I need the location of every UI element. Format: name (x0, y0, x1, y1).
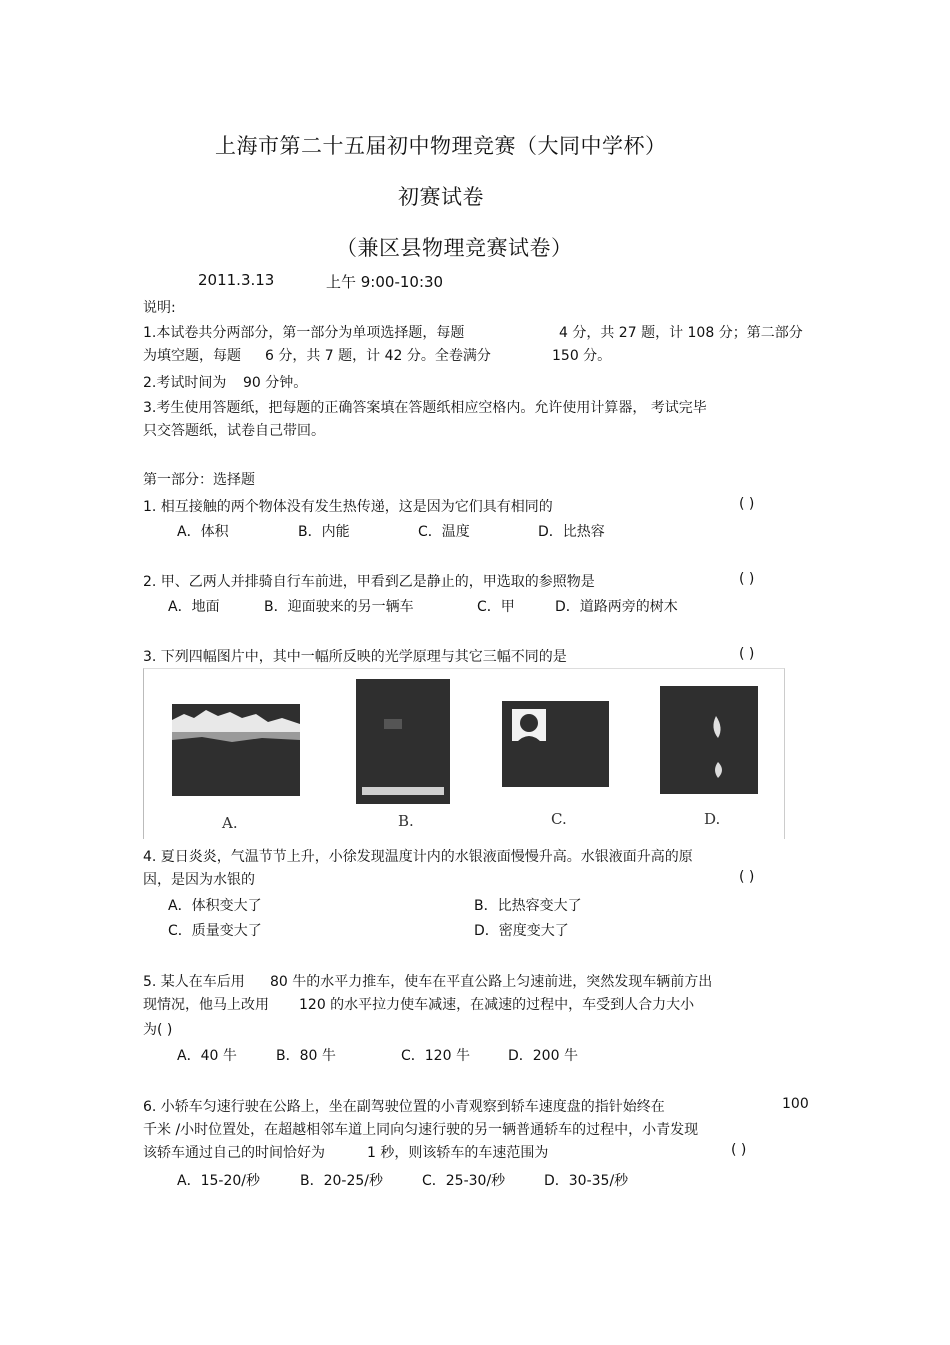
question-6-text: 6. 小轿车匀速行驶在公路上，坐在副驾驶位置的小青观察到轿车速度盘的指针始终在 (143, 1099, 665, 1115)
picture-b-label: B. (398, 812, 414, 830)
question-6-text: 千米 /小时位置处，在超越相邻车道上同向匀速行驶的另一辆普通轿车的过程中，小青发现 (143, 1122, 699, 1138)
option-c: C．25-30/秒 (422, 1173, 506, 1189)
instructions-line: 1.本试卷共分两部分，第一部分为单项选择题，每题 (143, 325, 465, 341)
question-5-text: 120 的水平拉力使车减速，在减速的过程中，车受到人合力大小 (299, 997, 695, 1013)
picture-b (356, 679, 450, 804)
picture-a (172, 704, 300, 796)
instructions-line: 2.考试时间为 (143, 375, 227, 391)
answer-blank: ( ) (739, 869, 755, 885)
instructions-line: 3.考生使用答题纸，把每题的正确答案填在答题纸相应空格内。允许使用计算器， 考试完毕 (143, 400, 707, 416)
instructions-line: 90 分钟。 (243, 375, 308, 391)
question-5-text: 80 牛的水平力推车，使车在平直公路上匀速前进，突然发现车辆前方出 (270, 974, 713, 990)
exam-title: 上海市第二十五届初中物理竞赛（大同中学杯） (215, 134, 667, 158)
question-5-text: 为( ) (143, 1022, 173, 1038)
option-b: B．比热容变大了 (474, 898, 582, 914)
exam-time: 上午 9:00-10:30 (326, 273, 444, 291)
question-4-text: 因，是因为水银的 (143, 872, 255, 888)
answer-blank: ( ) (739, 646, 755, 662)
picture-d (660, 686, 758, 794)
instructions-heading: 说明: (143, 300, 176, 316)
picture-d-label: D. (704, 810, 721, 828)
answer-blank: ( ) (739, 571, 755, 587)
answer-blank: ( ) (731, 1142, 747, 1158)
option-c: C．甲 (477, 599, 515, 615)
section-heading: 第一部分：选择题 (143, 472, 255, 488)
instructions-line: 只交答题纸，试卷自己带回。 (143, 423, 325, 439)
question-4-text: 4. 夏日炎炎，气温节节上升，小徐发现温度计内的水银液面慢慢升高。水银液面升高的原 (143, 849, 693, 865)
option-d: D．道路两旁的树木 (555, 599, 678, 615)
question-6-text: 100 (782, 1096, 809, 1112)
exam-date: 2011.3.13 (198, 271, 275, 289)
instructions-line: 4 分，共 27 题，计 108 分；第二部分 (559, 325, 803, 341)
picture-c (502, 701, 609, 787)
exam-subtitle-2: （兼区县物理竞赛试卷） (336, 236, 573, 260)
question-2-text: 2. 甲、乙两人并排骑自行车前进，甲看到乙是静止的，甲选取的参照物是 (143, 574, 595, 590)
option-d: D．30-35/秒 (544, 1173, 629, 1189)
option-c: C．温度 (418, 524, 470, 540)
option-c: C．质量变大了 (168, 923, 262, 939)
question-1-text: 1. 相互接触的两个物体没有发生热传递，这是因为它们具有相同的 (143, 499, 553, 515)
instructions-line: 为填空题，每题 (143, 348, 241, 364)
question-5-text: 现情况，他马上改用 (143, 997, 269, 1013)
option-d: D．200 牛 (508, 1048, 578, 1064)
option-b: B．80 牛 (276, 1048, 336, 1064)
option-a: A．地面 (168, 599, 220, 615)
option-a: A．15-20/秒 (177, 1173, 260, 1189)
question-5-text: 5. 某人在车后用 (143, 974, 245, 990)
instructions-line: 150 分。 (552, 348, 612, 364)
picture-c-label: C. (551, 810, 567, 828)
question-6-text: 1 秒，则该轿车的车速范围为 (367, 1145, 549, 1161)
option-d: D．比热容 (538, 524, 605, 540)
option-c: C．120 牛 (401, 1048, 470, 1064)
option-b: B．内能 (298, 524, 350, 540)
option-a: A．40 牛 (177, 1048, 237, 1064)
option-a: A．体积 (177, 524, 229, 540)
option-a: A．体积变大了 (168, 898, 262, 914)
exam-subtitle: 初赛试卷 (398, 185, 484, 209)
figure-panel (143, 668, 785, 839)
picture-a-label: A. (222, 814, 238, 832)
question-3-text: 3. 下列四幅图片中，其中一幅所反映的光学原理与其它三幅不同的是 (143, 649, 567, 665)
option-d: D．密度变大了 (474, 923, 569, 939)
question-6-text: 该轿车通过自己的时间恰好为 (143, 1145, 325, 1161)
option-b: B．迎面驶来的另一辆车 (264, 599, 414, 615)
option-b: B．20-25/秒 (300, 1173, 384, 1189)
answer-blank: ( ) (739, 496, 755, 512)
instructions-line: 6 分，共 7 题，计 42 分。全卷满分 (265, 348, 491, 364)
